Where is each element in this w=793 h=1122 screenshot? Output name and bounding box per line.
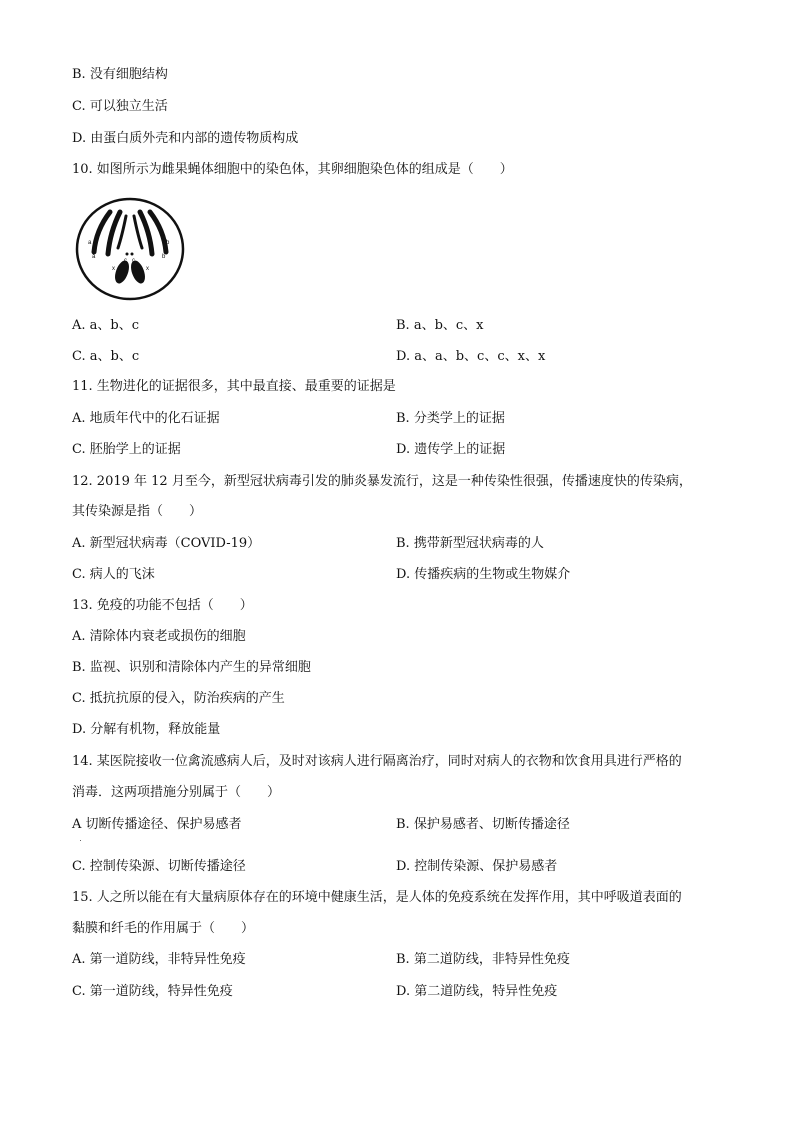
q15-option-a: A. 第一道防线，非特异性免疫 xyxy=(72,952,246,967)
q10-option-c: C. a、b、c xyxy=(72,349,140,364)
question-11: 11. 生物进化的证据很多，其中最直接、最重要的证据是 xyxy=(72,379,396,394)
q12-option-b: B. 携带新型冠状病毒的人 xyxy=(396,536,544,551)
question-14-cont: 消毒．这两项措施分别属于（ ） xyxy=(72,785,281,800)
q14-option-c: C. 控制传染源、切断传播途径 xyxy=(72,859,246,874)
figure-label-b-2: b xyxy=(162,254,166,260)
q10-option-b: B. a、b、c、x xyxy=(396,318,484,333)
figure-label-b: b xyxy=(166,240,170,246)
q13-option-c: C. 抵抗抗原的侵入，防治疾病的产生 xyxy=(72,691,285,706)
q11-option-c: C. 胚胎学上的证据 xyxy=(72,442,181,457)
question-15-cont: 黏膜和纤毛的作用属于（ ） xyxy=(72,921,255,936)
q10-option-d: D. a、a、b、c、c、x、x xyxy=(396,349,546,364)
q11-option-d: D. 遗传学上的证据 xyxy=(396,442,506,457)
q14-option-d: D. 控制传染源、保护易感者 xyxy=(396,859,558,874)
q9-option-c: C. 可以独立生活 xyxy=(72,99,168,114)
question-13: 13. 免疫的功能不包括（ ） xyxy=(72,598,253,613)
q11-option-a: A. 地质年代中的化石证据 xyxy=(72,411,220,426)
question-12: 12. 2019 年 12 月至今，新型冠状病毒引发的肺炎暴发流行，这是一种传染性很强，传播速度快的传染病， xyxy=(72,474,692,489)
q13-option-d: D. 分解有机物，释放能量 xyxy=(72,722,221,737)
question-15: 15. 人之所以能在有大量病原体存在的环境中健康生活，是人体的免疫系统在发挥作用，其中呼吸道表面的 xyxy=(72,890,682,905)
figure-label-c-2: c xyxy=(132,258,135,264)
q15-option-c: C. 第一道防线，特异性免疫 xyxy=(72,984,233,999)
q15-option-d: D. 第二道防线，特异性免疫 xyxy=(396,984,558,999)
chromosome-figure xyxy=(74,196,186,302)
q14-option-b: B. 保护易感者、切断传播途径 xyxy=(396,817,570,832)
q13-option-b: B. 监视、识别和清除体内产生的异常细胞 xyxy=(72,660,311,675)
q11-option-b: B. 分类学上的证据 xyxy=(396,411,505,426)
q13-option-a: A. 清除体内衰老或损伤的细胞 xyxy=(72,629,246,644)
q10-option-a: A. a、b、c xyxy=(72,318,140,333)
q14-option-a: A 切断传播途径、保护易感者 xyxy=(72,817,242,832)
figure-label-a-2: a xyxy=(92,254,96,260)
figure-label-x-2: x xyxy=(146,266,149,272)
figure-label-a: a xyxy=(88,240,92,246)
q15-option-b: B. 第二道防线，非特异性免疫 xyxy=(396,952,570,967)
q9-option-b: B. 没有细胞结构 xyxy=(72,67,168,82)
stray-mark xyxy=(80,840,81,841)
q12-option-a: A. 新型冠状病毒（COVID-19） xyxy=(72,536,261,551)
q9-option-d: D. 由蛋白质外壳和内部的遗传物质构成 xyxy=(72,131,299,146)
question-10: 10. 如图所示为雌果蝇体细胞中的染色体，其卵细胞染色体的组成是（ ） xyxy=(72,162,513,177)
question-14: 14. 某医院接收一位禽流感病人后，及时对该病人进行隔离治疗，同时对病人的衣物和饮食用具进行严格的 xyxy=(72,754,682,769)
q12-option-d: D. 传播疾病的生物或生物媒介 xyxy=(396,567,571,582)
question-12-cont: 其传染源是指（ ） xyxy=(72,504,203,519)
figure-label-x: x xyxy=(112,266,115,272)
figure-label-c: c xyxy=(124,258,127,264)
q12-option-c: C. 病人的飞沫 xyxy=(72,567,155,582)
